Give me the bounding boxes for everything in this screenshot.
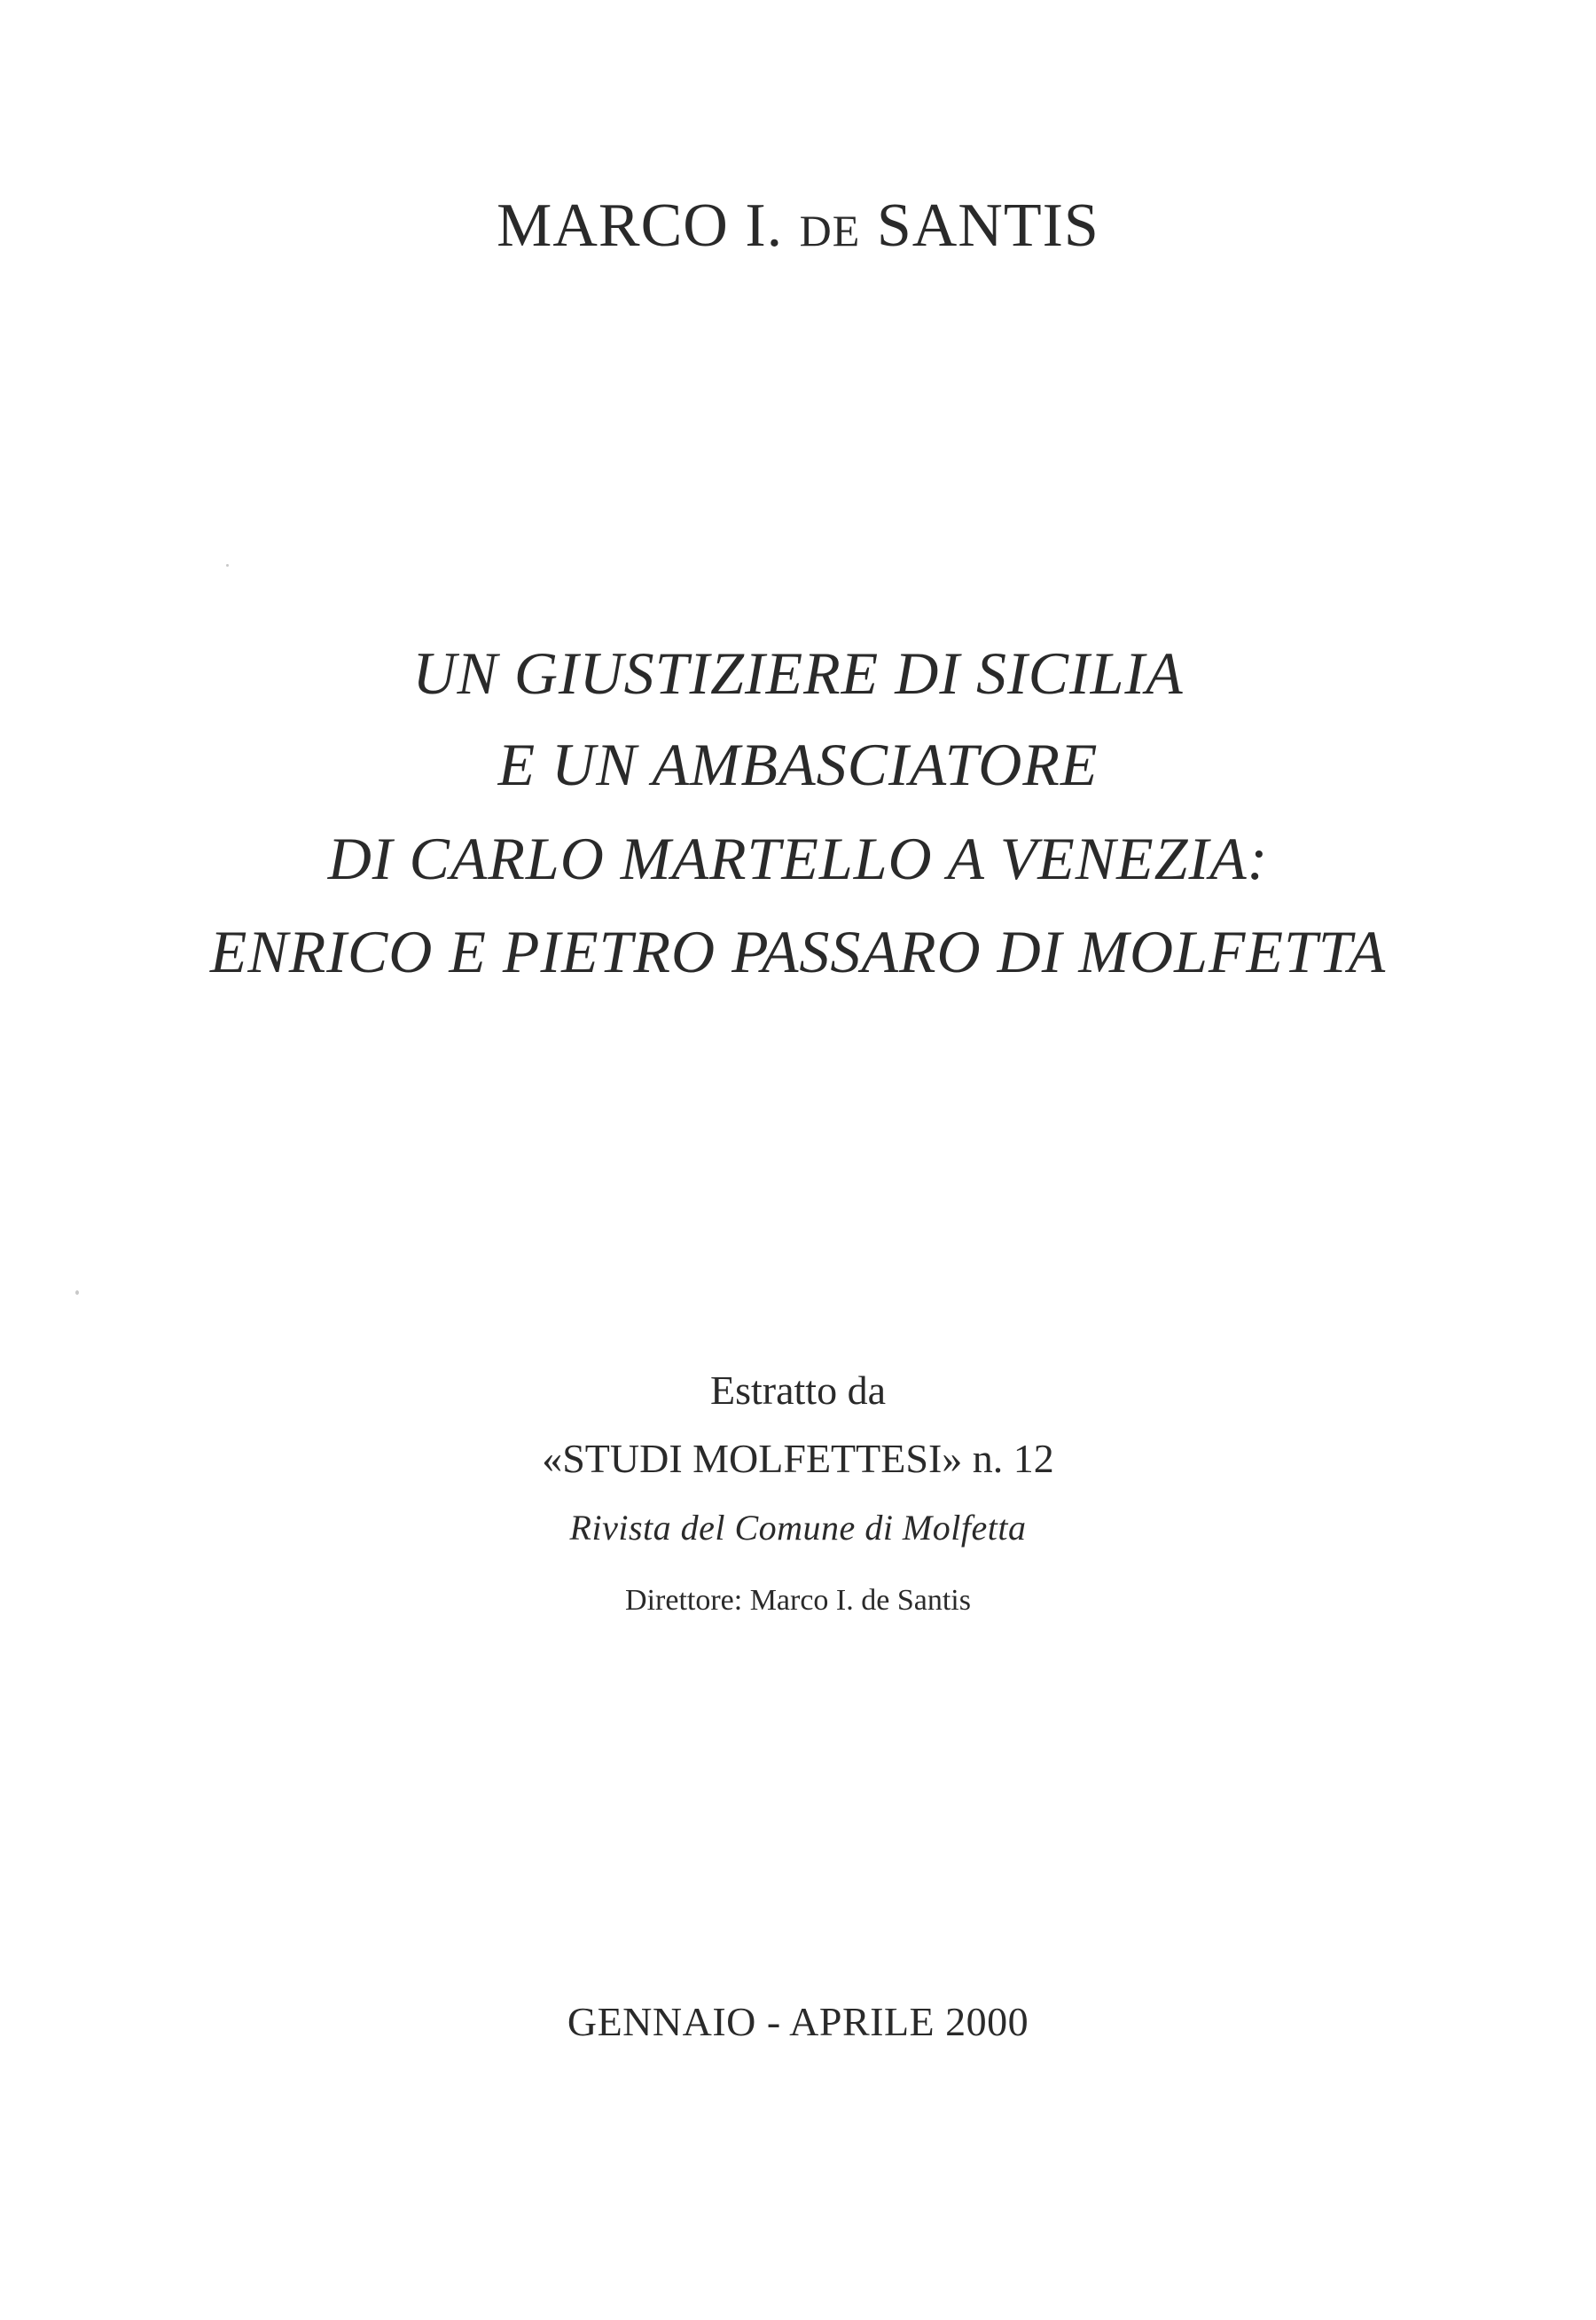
publication-date: GENNAIO - APRILE 2000 [567,1999,1029,2044]
journal-name: «STUDI MOLFETTESI» n. 12 [542,1436,1054,1481]
journal-subtitle: Rivista del Comune di Molfetta [569,1508,1027,1548]
journal-director: Direttore: Marco I. de Santis [625,1584,971,1617]
title-line: UN GIUSTIZIERE DI SICILIA [412,639,1184,707]
title-line: ENRICO E PIETRO PASSARO DI MOLFETTA [209,918,1387,985]
title-line: DI CARLO MARTELLO A VENEZIA: [327,825,1269,892]
paper-speck [226,564,229,567]
author-name [0,186,1596,270]
author-name-particle: DE [799,206,861,255]
author-name-last: SANTIS [876,192,1099,260]
paper-speck [75,1290,79,1295]
title-line: E UN AMBASCIATORE [497,731,1099,798]
author-name-first: MARCO I. [497,192,784,260]
extract-label: Estratto da [710,1368,886,1413]
